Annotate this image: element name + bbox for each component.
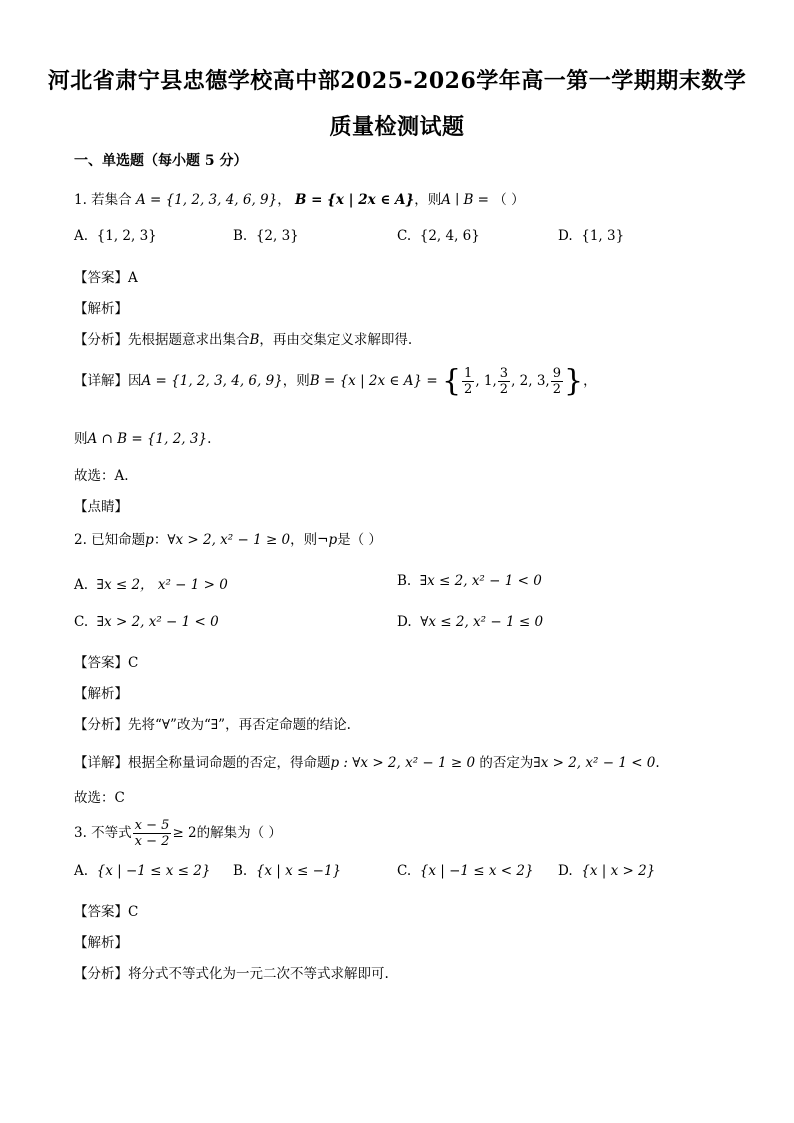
then-expr: A ∩ B = {1, 2, 3} bbox=[87, 431, 208, 447]
q1-choose bbox=[74, 464, 129, 484]
q2-option-d bbox=[397, 614, 543, 630]
option-value: {x | −1 ≤ x < 2} bbox=[419, 863, 534, 879]
detail-set-a: A = {1, 2, 3, 4, 6, 9} bbox=[141, 373, 283, 389]
q1-set-b: B = {x | 2x ∈ A} bbox=[295, 192, 415, 208]
answer-label: 【答案】 bbox=[74, 655, 128, 671]
q1-stem-suffix: ，则 bbox=[414, 192, 442, 208]
q3-analysis-label: 【解析】 bbox=[74, 935, 128, 951]
q2-option-a bbox=[74, 573, 228, 593]
detail-prefix: 根据全称量词命题的否定，得命题 bbox=[128, 755, 331, 771]
q1-paren: （ ） bbox=[493, 192, 525, 208]
option-label: D. bbox=[558, 863, 573, 879]
q2-prop: ∀x > 2, x² − 1 ≥ 0 bbox=[167, 532, 291, 548]
option-label: A. bbox=[74, 863, 89, 879]
then-end: . bbox=[207, 431, 212, 447]
option-value: ∀x ≤ 2, x² − 1 ≤ 0 bbox=[420, 614, 544, 630]
option-label: A. bbox=[74, 228, 89, 244]
frac-num: 3 bbox=[499, 366, 509, 381]
q1-comma: ， bbox=[277, 192, 291, 208]
q3-option-d bbox=[558, 863, 655, 879]
q1-option-d bbox=[558, 228, 624, 244]
q1-analysis-label: 【解析】 bbox=[74, 301, 128, 317]
q3-rel: ≥ 2 bbox=[172, 825, 197, 841]
q3-stem-prefix: 3. 不等式 bbox=[74, 825, 132, 841]
q3-option-c bbox=[397, 863, 534, 879]
option-value: {2, 3} bbox=[255, 228, 299, 244]
frac-den: 2 bbox=[552, 382, 561, 397]
q1-stem-prefix: 1. 若集合 bbox=[74, 192, 132, 208]
fraction-9-2 bbox=[551, 366, 563, 397]
left-brace: { bbox=[441, 363, 462, 399]
option-value: ∃x > 2, x² − 1 < 0 bbox=[96, 614, 219, 630]
q2-negp: ¬p bbox=[317, 532, 338, 548]
q2-fenxi bbox=[74, 713, 351, 733]
right-brace: } bbox=[564, 363, 584, 399]
q2-colon: ： bbox=[153, 532, 168, 548]
xiangjie-label: 【详解】 bbox=[74, 373, 128, 389]
option-value: {2, 4, 6} bbox=[419, 228, 480, 244]
q2-answer bbox=[74, 651, 138, 671]
frac-num: x − 5 bbox=[134, 818, 170, 833]
option-label: B. bbox=[233, 863, 248, 879]
q2-option-c bbox=[74, 614, 219, 630]
q1-detail: 【详解】因A = {1, 2, 3, 4, 6, 9}，则B = {x | 2x ∈ A} = { $\frac{1}{2}$ , 1, $\frac{3}{2}$ , 2, 3, $\frac{9}{2}$ }， bbox=[74, 363, 597, 399]
fenxi-text: 将分式不等式化为一元二次不等式求解即可. bbox=[128, 966, 389, 982]
q2-p: p bbox=[145, 532, 154, 548]
option-value: {x | x ≤ −1} bbox=[255, 863, 342, 879]
q1-answer bbox=[74, 266, 138, 286]
q1-option-c bbox=[397, 228, 480, 244]
option-value: {1, 3} bbox=[581, 228, 625, 244]
answer-label: 【答案】 bbox=[74, 904, 128, 920]
option-value: {x | −1 ≤ x ≤ 2} bbox=[96, 863, 211, 879]
option-value: ∃x ≤ 2， x² − 1 > 0 bbox=[96, 577, 228, 593]
detail-end: . bbox=[655, 755, 660, 771]
question-3-stem bbox=[74, 818, 282, 849]
fenxi-label: 【分析】 bbox=[74, 966, 128, 982]
section-heading: 一、单选题（每小题 5 分） bbox=[74, 153, 248, 169]
option-label: B. bbox=[233, 228, 248, 244]
option-label: C. bbox=[397, 228, 412, 244]
answer-value: C bbox=[128, 904, 139, 920]
question-2-stem bbox=[74, 530, 382, 550]
q2-choose bbox=[74, 786, 125, 806]
detail-neg: ∃x > 2, x² − 1 < 0 bbox=[533, 755, 656, 771]
q3-fenxi bbox=[74, 962, 389, 982]
detail-mid: 的否定为 bbox=[479, 755, 534, 771]
q3-stem-suffix: 的解集为（ ） bbox=[196, 825, 282, 841]
q2-stem-prefix: 2. 已知命题 bbox=[74, 532, 146, 548]
fenxi-text: 先将“∀”改为“∃”，再否定命题的结论. bbox=[128, 717, 351, 733]
fenxi-var: B bbox=[249, 332, 260, 348]
answer-value: A bbox=[128, 270, 138, 286]
choose-value: C bbox=[114, 790, 125, 806]
q1-then bbox=[74, 427, 211, 447]
option-label: C. bbox=[397, 863, 412, 879]
q3-option-a bbox=[74, 863, 210, 879]
option-value: ∃x ≤ 2, x² − 1 < 0 bbox=[419, 573, 542, 589]
question-1-stem bbox=[74, 190, 525, 210]
frac-den: x − 2 bbox=[134, 834, 170, 849]
option-value: {1, 2, 3} bbox=[96, 228, 157, 244]
q3-fraction bbox=[133, 818, 172, 849]
fenxi-label: 【分析】 bbox=[74, 717, 128, 733]
frac-num: 1 bbox=[464, 366, 473, 381]
fraction-1-2 bbox=[462, 366, 474, 397]
page-title-line1: 河北省肃宁县忠德学校高中部2025-2026学年高一第一学期期末数学 bbox=[47, 68, 747, 94]
q2-analysis-label: 【解析】 bbox=[74, 686, 128, 702]
then-prefix: 则 bbox=[74, 431, 88, 447]
q1-dianjing-label: 【点睛】 bbox=[74, 499, 128, 515]
detail-end: ， bbox=[583, 373, 597, 389]
option-label: B. bbox=[397, 573, 412, 589]
q1-expr: A ∣ B = bbox=[441, 192, 489, 208]
q2-detail bbox=[74, 751, 660, 771]
frac-den: 2 bbox=[499, 382, 509, 397]
detail-prop: p : ∀x > 2, x² − 1 ≥ 0 bbox=[330, 755, 476, 771]
q1-set-a: A = {1, 2, 3, 4, 6, 9} bbox=[135, 192, 278, 208]
choose-label: 故选： bbox=[74, 790, 115, 806]
q1-option-a bbox=[74, 228, 157, 244]
option-label: D. bbox=[397, 614, 412, 630]
page-title-line2: 质量检测试题 bbox=[329, 114, 465, 140]
detail-set-b: B = {x | 2x ∈ A} = bbox=[309, 373, 438, 389]
fenxi-label: 【分析】 bbox=[74, 332, 128, 348]
q2-stem-mid: ，则 bbox=[290, 532, 318, 548]
q1-fenxi bbox=[74, 328, 412, 348]
q3-option-b bbox=[233, 863, 341, 879]
detail-prefix: 因 bbox=[128, 373, 142, 389]
option-label: D. bbox=[558, 228, 573, 244]
frac-num: 9 bbox=[552, 366, 561, 381]
fenxi-text: 先根据题意求出集合 bbox=[128, 332, 250, 348]
choose-value: A. bbox=[114, 468, 129, 484]
option-label: C. bbox=[74, 614, 89, 630]
option-value: {x | x > 2} bbox=[581, 863, 656, 879]
option-label: A. bbox=[74, 577, 89, 593]
q2-option-b bbox=[397, 573, 542, 589]
fenxi-text2: ，再由交集定义求解即得. bbox=[259, 332, 413, 348]
answer-value: C bbox=[128, 655, 139, 671]
q1-option-b bbox=[233, 228, 299, 244]
xiangjie-label: 【详解】 bbox=[74, 755, 128, 771]
fraction-3-2 bbox=[498, 366, 510, 397]
q2-stem-suffix: 是（ ） bbox=[337, 532, 382, 548]
choose-label: 故选： bbox=[74, 468, 115, 484]
answer-label: 【答案】 bbox=[74, 270, 128, 286]
q3-answer bbox=[74, 900, 138, 920]
detail-mid: ，则 bbox=[282, 373, 310, 389]
frac-den: 2 bbox=[464, 382, 473, 397]
